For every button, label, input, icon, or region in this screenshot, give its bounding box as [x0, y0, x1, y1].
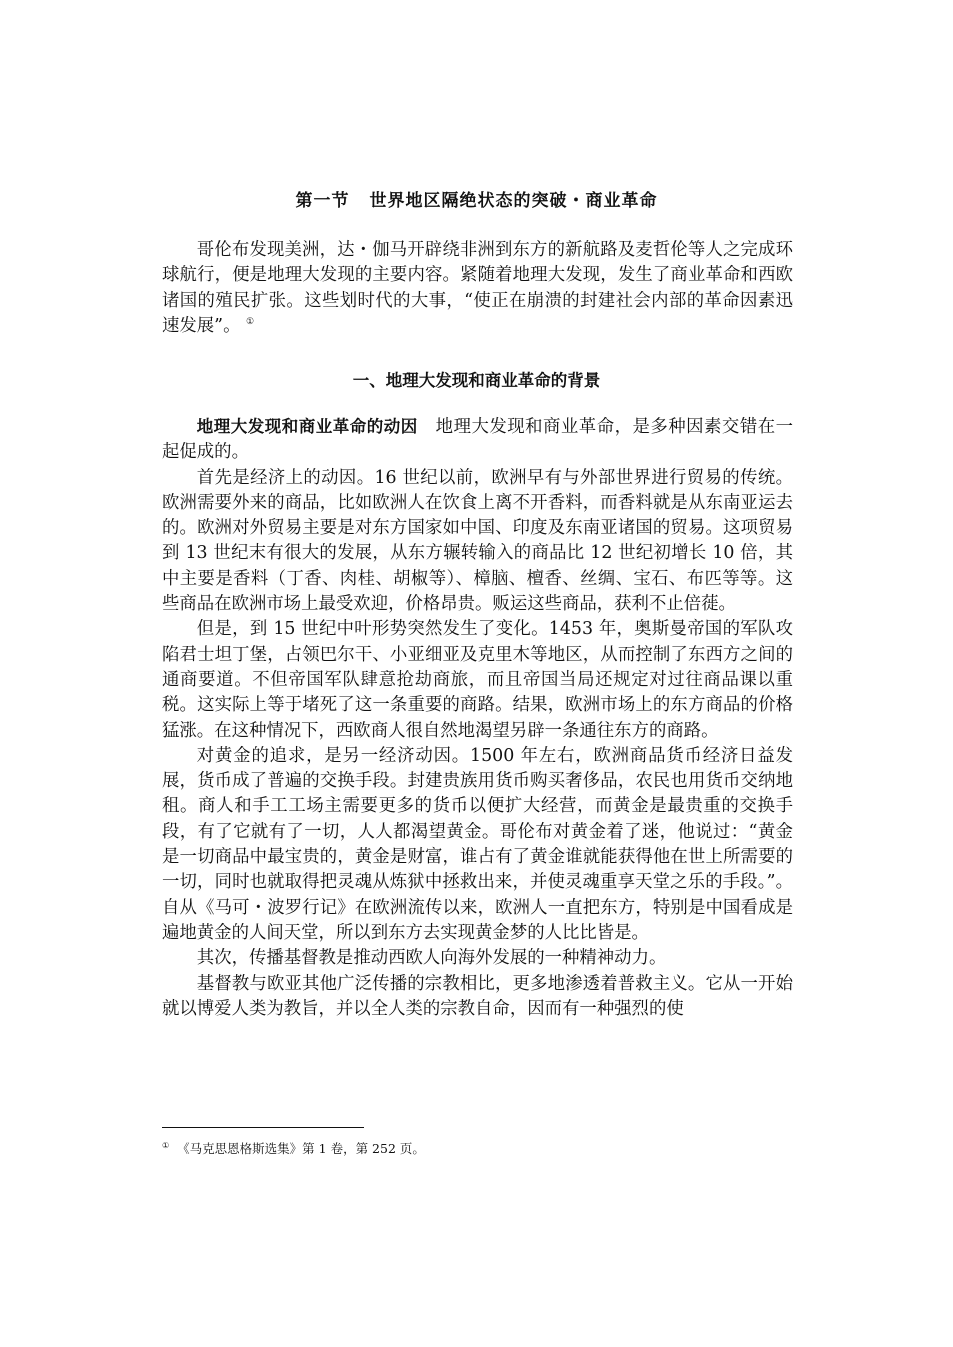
- footnote-mark: ①: [162, 1140, 170, 1150]
- paragraph-5: 其次，传播基督教是推动西欧人向海外发展的一种精神动力。: [196, 948, 667, 969]
- section-heading: [0, 186, 953, 211]
- paragraph-1-text: 地理大发现和商业革命，是多种因素交错在一起促成的。: [162, 417, 793, 463]
- intro-paragraph: [162, 238, 793, 339]
- intro-text: 哥伦布发现美洲，达・伽马开辟绕非洲到东方的新航路及麦哲伦等人之完成环球航行，便是地理大发现的主要内容。紧随着地理大发现，发生了商业革命和西欧诸国的殖民扩张。这些划时代的大事，“使正在崩溃的封建社会内部的革命因素迅速发展”。: [162, 240, 793, 336]
- paragraph-4: 对黄金的追求，是另一经济动因。1500 年左右，欧洲商品货币经济日益发展，货币成了普遍的交换手段。封建贵族用货币购买奢侈品，农民也用货币交纳地租。商人和手工工场主需要更多的货币以便扩大经营，而黄金是最贵重的交换手段，有了它就有了一切，人人都渴望黄金。哥伦布对黄金着了迷，他说过：“黄金是一切商品中最宝贵的，黄金是财富，谁占有了黄金谁就能获得他在世上所需要的一切，同时也就取得把灵魂从炼狱中拯救出来，并使灵魂重享天堂之乐的手段。”。自从《马可・波罗行记》在欧洲流传以来，欧洲人一直把东方，特别是中国看成是遍地黄金的人间天堂，所以到东方去实现黄金梦的人比比皆是。: [162, 745, 793, 943]
- paragraph-6: 基督教与欧亚其他广泛传播的宗教相比，更多地渗透着普救主义。它从一开始就以博爱人类为教旨，并以全人类的宗教自命，因而有一种强烈的使: [162, 973, 793, 1019]
- main-text-block: [162, 414, 793, 1022]
- footnote-reference[interactable]: ①: [246, 317, 255, 328]
- paragraph-lead-heading: 地理大发现和商业革命的动因: [196, 417, 418, 436]
- subsection-heading: 一、地理大发现和商业革命的背景: [352, 371, 601, 390]
- footnote: [162, 1140, 793, 1158]
- section-number: 第一节: [295, 191, 350, 211]
- intro-block: [162, 238, 793, 339]
- footnote-divider: [162, 1127, 364, 1128]
- paragraph-2: 首先是经济上的动因。16 世纪以前，欧洲早有与外部世界进行贸易的传统。欧洲需要外来的商品，比如欧洲人在饮食上离不开香料，而香料就是从东南亚运去的。欧洲对外贸易主要是对东方国家如中国、印度及东南亚诸国的贸易。这项贸易到 13 世纪末有很大的发展，从东方辗转输入的商品比 12 世纪初增长 10 倍，其中主要是香料（丁香、肉桂、胡椒等）、樟脑、檀香、丝绸、宝石、布匹等等。这些商品在欧洲市场上最受欢迎，价格昂贵。贩运这些商品，获利不止倍蓰。: [162, 467, 793, 615]
- paragraph-1: [162, 414, 793, 466]
- paragraph-3: 但是，到 15 世纪中叶形势突然发生了变化。1453 年，奥斯曼帝国的军队攻陷君士坦丁堡，占领巴尔干、小亚细亚及克里木等地区，从而控制了东西方之间的通商要道。不但帝国军队肆意抢劫商旅，而且帝国当局还规定对过往商品课以重税。这实际上等于堵死了这一条重要的商路。结果，欧洲市场上的东方商品的价格猛涨。在这种情况下，西欧商人很自然地渴望另辟一条通往东方的商路。: [162, 619, 793, 741]
- section-title-text: 世界地区隔绝状态的突破・商业革命: [369, 191, 658, 211]
- footnote-text: 《马克思恩格斯选集》第 1 卷，第 252 页。: [177, 1141, 425, 1156]
